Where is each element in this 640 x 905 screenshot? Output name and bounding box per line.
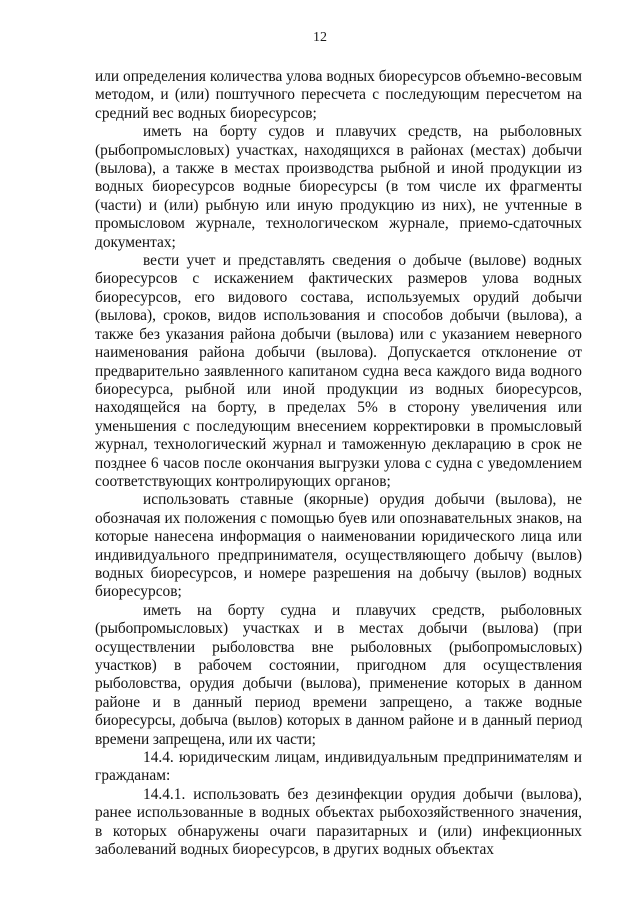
paragraph-prohibition-unrecorded-catch: иметь на борту судов и плавучих средств, на рыболовных (рыбопромысловых) участках, находящихся в районах (местах) добычи (вылова), а также в местах производства рыбной и иной продукции из водных биоресурсов водные биоресурсы (в том числе их фрагменты (части) и (или) рыбную или иную продукцию из них), не учтенные в промысловом журнале, технологическом журнале, приемо-сдаточных документах;: [95, 123, 582, 251]
paragraph-prohibition-distorted-reporting: вести учет и представлять сведения о добыче (вылове) водных биоресурсов с искажением фактических размеров улова водных биоресурсов, его видового состава, используемых орудий добычи (вылова), сроков, видов использования и способов добычи (вылова), а также без указания района добычи (вылова) или с указанием неверного наименования района добычи (вылова). Допускается отклонение от предварительно заявленного капитаном судна веса каждого вида водного биоресурса, рыбной или иной продукции из водных биоресурсов, находящейся на борту, в пределах 5% в сторону увеличения или уменьшения с последующим внесением корректировки в промысловый журнал, технологический журнал и таможенную декларацию в срок не позднее 6 часов после окончания выгрузки улова с судна с уведомлением соответствующих контролирующих органов;: [95, 252, 582, 490]
page-number: 12: [313, 30, 327, 45]
paragraph-section-14-4: 14.4. юридическим лицам, индивидуальным предпринимателям и гражданам:: [95, 749, 582, 785]
paragraph-continuation: или определения количества улова водных биоресурсов объемно-весовым методом, и (или) поштучного пересчета с последующим пересчетом на средний вес водных биоресурсов;: [95, 68, 583, 122]
paragraph-prohibition-unmarked-gear: использовать ставные (якорные) орудия добычи (вылова), не обозначая их положения с помощью буев или опознавательных знаков, на которые нанесена информация о наименовании юридического лица или индивидуального предпринимателя, осуществляющего добычу (вылов) водных биоресурсов, и номере разрешения на добычу (вылов) водных биоресурсов;: [95, 491, 582, 601]
paragraph-section-14-4-1: 14.4.1. использовать без дезинфекции орудия добычи (вылова), ранее использованные в водных объектах рыбохозяйственного значения, в которых обнаружены очаги паразитарных и (или) инфекционных заболеваний водных биоресурсов, в других водных объектах: [95, 785, 582, 859]
document-body: [95, 68, 582, 859]
paragraph-prohibition-banned-gear: иметь на борту судна и плавучих средств, рыболовных (рыбопромысловых) участках и в местах добычи (вылова) (при осуществлении рыболовства вне рыболовных (рыбопромысловых) участков) в рабочем состоянии, пригодном для осуществления рыболовства, орудия добычи (вылова), применение которых в данном районе и в данный период времени запрещено, а также водные биоресурсы, добыча (вылов) которых в данном районе и в данный период времени запрещена, или их части;: [95, 601, 582, 748]
